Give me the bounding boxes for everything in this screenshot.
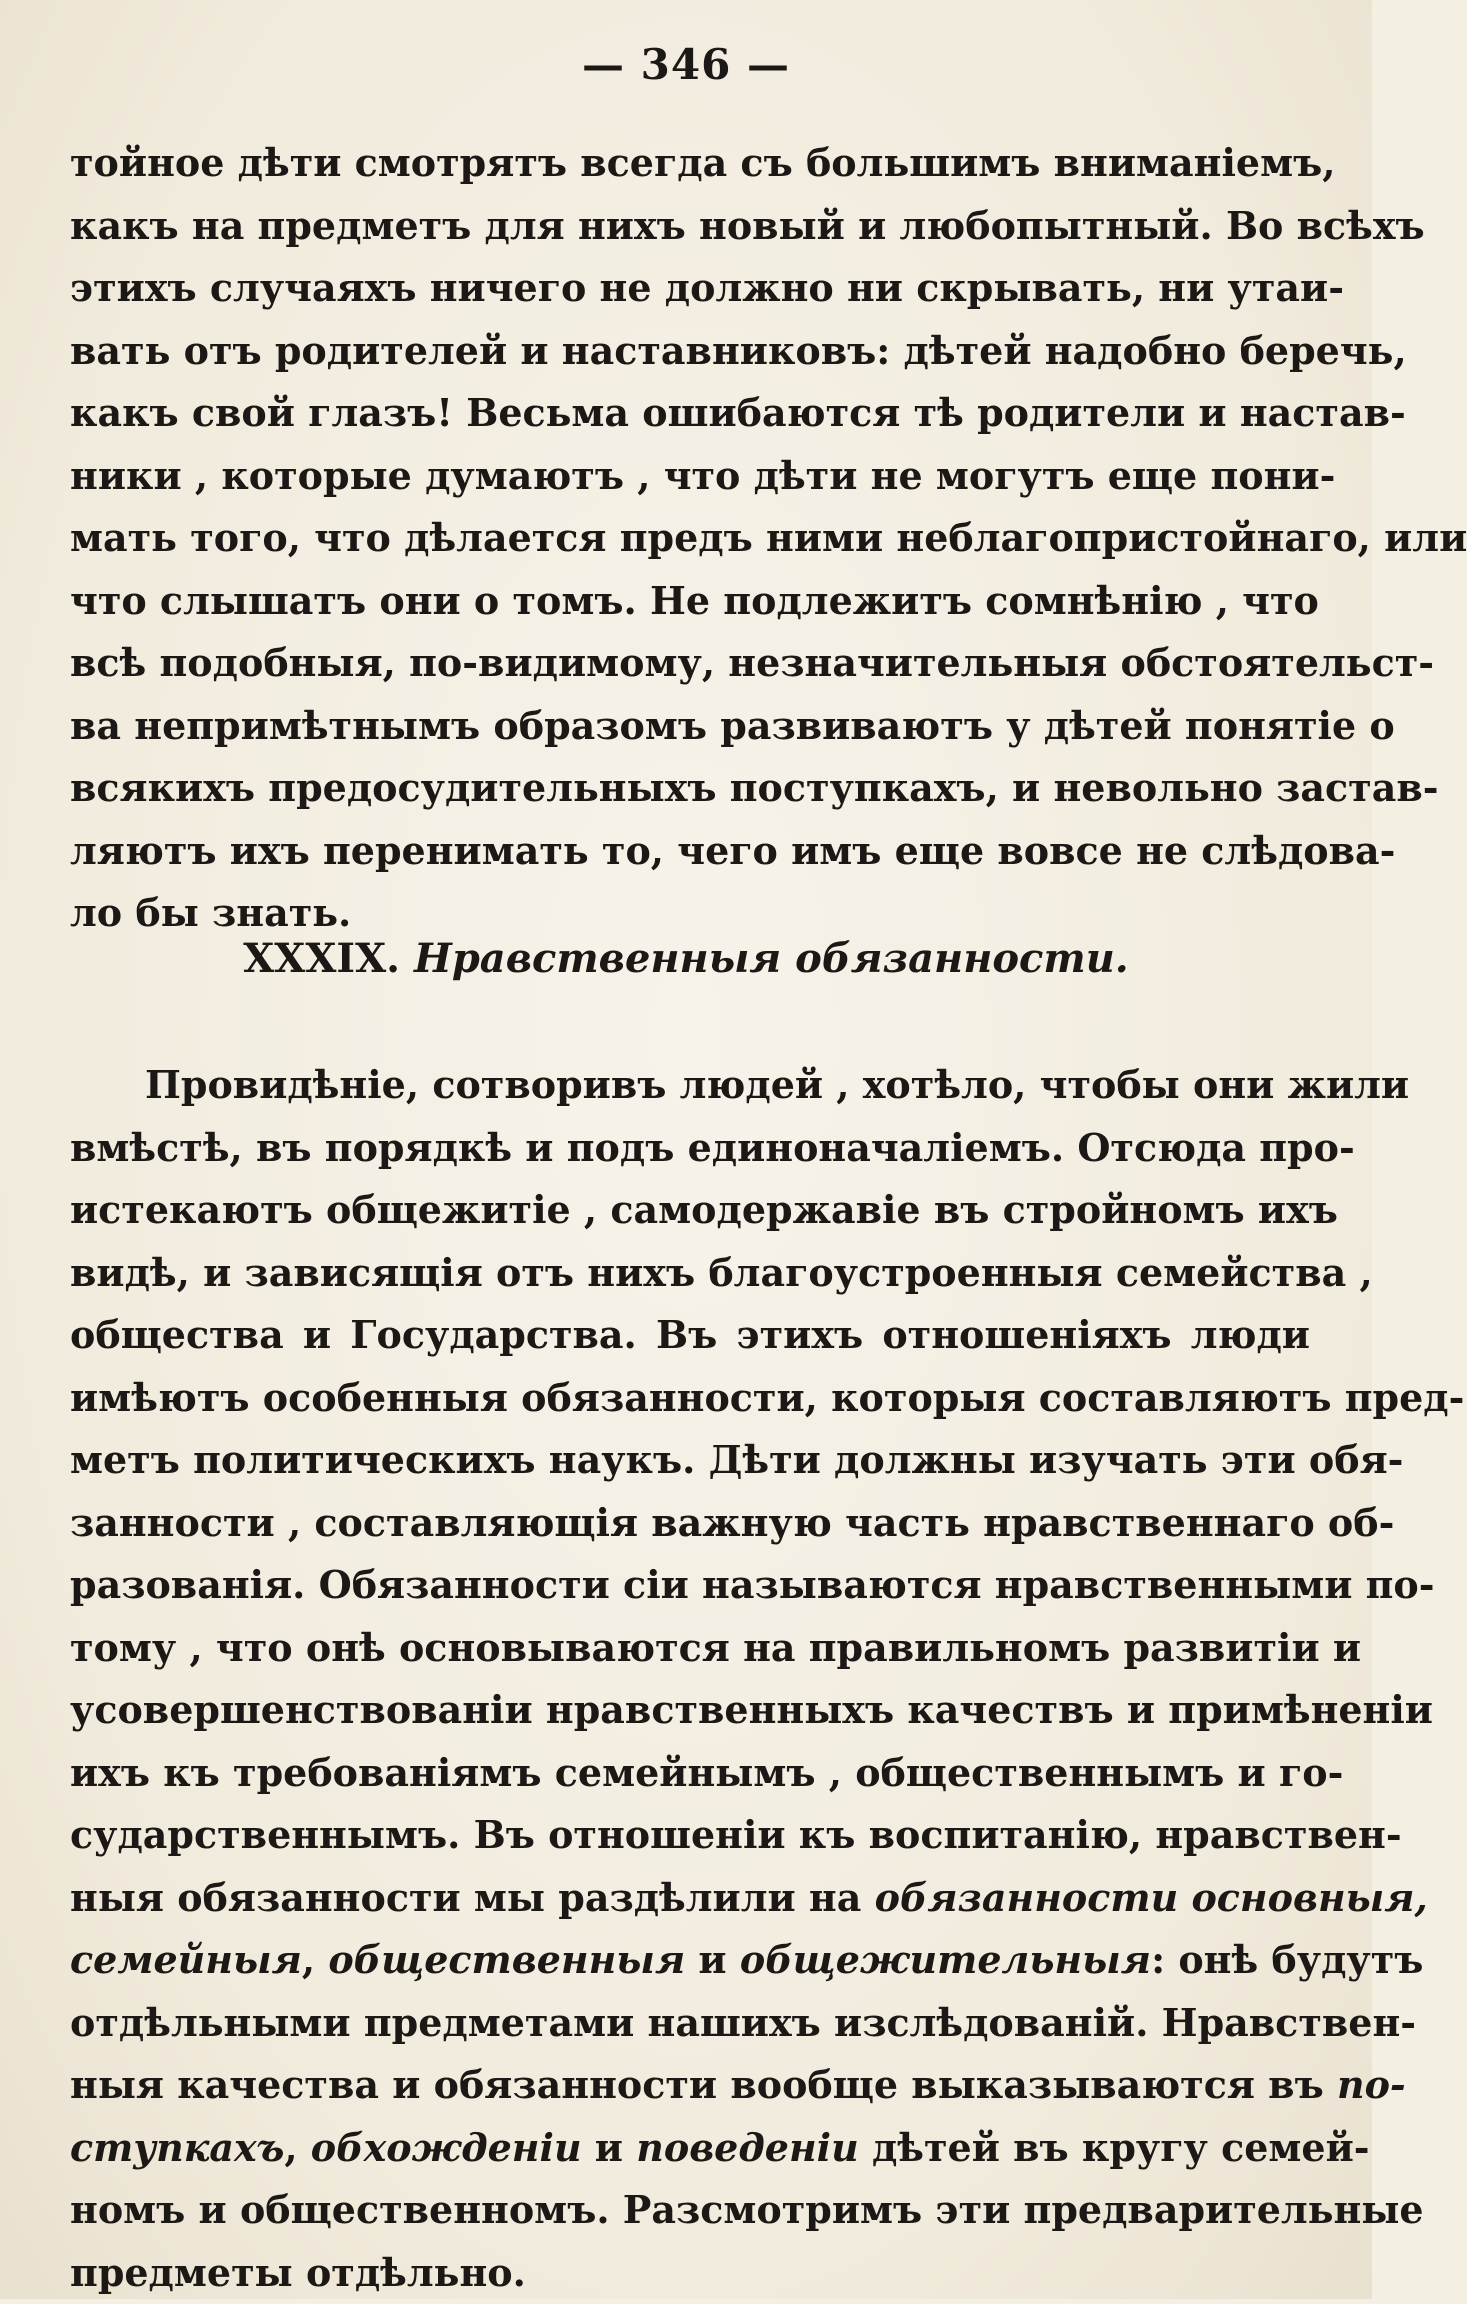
section-title: Нравственныя обязанности. [414, 935, 1129, 982]
text-run: , [284, 2125, 310, 2170]
text-line: сударственнымъ. Въ отношеніи къ воспитанію, нравствен- [70, 1804, 1310, 1867]
text-line: ихъ къ требованіямъ семейнымъ , общественнымъ и го- [70, 1742, 1310, 1805]
text-line [70, 2054, 1310, 2117]
text-line: этихъ случаяхъ ничего не должно ни скрывать, ни утаи- [70, 257, 1310, 320]
italic-term: обхожденіи [311, 2125, 582, 2170]
text-line: имѣютъ особенныя обязанности, которыя составляютъ пред- [70, 1367, 1310, 1430]
italic-term: общежительныя [740, 1937, 1151, 1982]
text-run: : онѣ будутъ [1151, 1937, 1423, 1982]
page-number: — 346 — [0, 40, 1372, 89]
text-line: всякихъ предосудительныхъ поступкахъ, и невольно застав- [70, 757, 1310, 820]
text-line: предметы отдѣльно. [70, 2242, 1310, 2304]
text-line: видѣ, и зависящія отъ нихъ благоустроенныя семейства , [70, 1242, 1310, 1305]
text-line: какъ свой глазъ! Весьма ошибаются тѣ родители и настав- [70, 382, 1310, 445]
section-heading [0, 935, 1372, 982]
text-line: тойное дѣти смотрятъ всегда съ большимъ вниманіемъ, [70, 132, 1310, 195]
italic-term: поведеніи [636, 2125, 858, 2170]
text-line: отдѣльными предметами нашихъ изслѣдованій. Нравствен- [70, 1992, 1310, 2055]
text-line [70, 2117, 1310, 2180]
text-run: ныя обязанности мы раздѣлили на [70, 1875, 875, 1920]
text-line: Провидѣніе, сотворивъ людей , хотѣло, чтобы они жили [70, 1054, 1310, 1117]
italic-term: обязанности основныя, [875, 1875, 1428, 1920]
text-run: дѣтей въ кругу семей- [859, 2125, 1370, 2170]
italic-term: семейныя [70, 1937, 302, 1982]
text-line: ляютъ ихъ перенимать то, чего имъ еще вовсе не слѣдова- [70, 820, 1310, 883]
italic-term: общественныя [328, 1937, 685, 1982]
text-line: всѣ подобныя, по-видимому, незначительныя обстоятельст- [70, 632, 1310, 695]
text-line: вмѣстѣ, въ порядкѣ и подъ единоначаліемъ. Отсюда про- [70, 1117, 1310, 1180]
section-number: XXXIX. [243, 935, 400, 982]
italic-term: по- [1337, 2062, 1406, 2107]
text-line: ло бы знать. [70, 882, 1310, 945]
text-line: мать того, что дѣлается предъ ними неблагопристойнаго, или [70, 507, 1310, 570]
text-line: метъ политическихъ наукъ. Дѣти должны изучать эти обя- [70, 1429, 1310, 1492]
text-line: номъ и общественномъ. Разсмотримъ эти предварительные [70, 2179, 1310, 2242]
text-run: и [582, 2125, 637, 2170]
text-line: ва непримѣтнымъ образомъ развиваютъ у дѣтей понятіе о [70, 695, 1310, 758]
text-line: тому , что онѣ основываются на правильномъ развитіи и [70, 1617, 1310, 1680]
text-line: какъ на предметъ для нихъ новый и любопытный. Во всѣхъ [70, 195, 1310, 258]
paragraph-continued [70, 132, 1310, 945]
text-line [70, 1929, 1310, 1992]
text-line: истекаютъ общежитіе , самодержавіе въ стройномъ ихъ [70, 1179, 1310, 1242]
text-line: что слышатъ они о томъ. Не подлежитъ сомнѣнію , что [70, 570, 1310, 633]
paragraph-section [70, 1054, 1310, 2304]
text-run: ныя качества и обязанности вообще выказываются въ [70, 2062, 1337, 2107]
text-line [70, 1867, 1310, 1930]
text-line: общества и Государства. Въ этихъ отношеніяхъ люди [70, 1304, 1310, 1367]
text-line: занности , составляющія важную часть нравственнаго об- [70, 1492, 1310, 1555]
text-line: ники , которые думаютъ , что дѣти не могутъ еще пони- [70, 445, 1310, 508]
text-line: разованія. Обязанности сіи называются нравственными по- [70, 1554, 1310, 1617]
text-run: , [302, 1937, 328, 1982]
text-run: и [685, 1937, 740, 1982]
text-line: усовершенствованіи нравственныхъ качествъ и примѣненіи [70, 1679, 1310, 1742]
italic-term: ступкахъ [70, 2125, 284, 2170]
text-line: вать отъ родителей и наставниковъ: дѣтей надобно беречь, [70, 320, 1310, 383]
